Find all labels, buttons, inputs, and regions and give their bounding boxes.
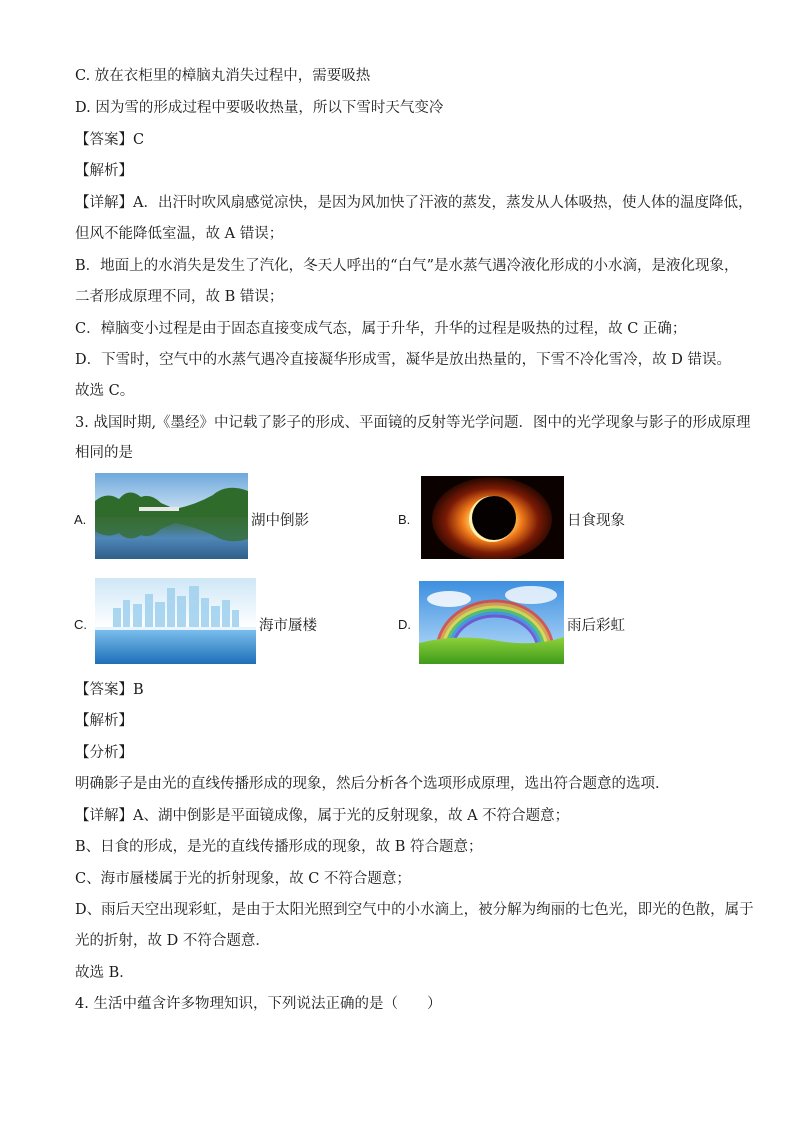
detail-q3-line5: 光的折射，故 D 不符合题意． — [75, 933, 270, 949]
detail-q3-line3: C、海市蜃楼属于光的折射现象，故 C 不符合题意； — [75, 871, 411, 887]
rainbow-image — [419, 581, 564, 664]
analysis-sub-label-q3: 【分析】 — [75, 745, 133, 761]
analysis-label-q3: 【解析】 — [75, 713, 133, 729]
conclusion-q2: 故选 C。 — [75, 383, 135, 399]
option-c-prev: C. 放在衣柜里的樟脑丸消失过程中，需要吸热 — [75, 68, 371, 84]
lake-reflection-image — [95, 473, 248, 559]
detail-q2-line4: 二者形成原理不同，故 B 错误； — [75, 289, 284, 305]
option-b-letter: B. — [398, 512, 411, 527]
detail-q2-line6: D．下雪时，空气中的水蒸气遇冷直接凝华形成雪，凝华是放出热量的，下雪不冷化雪冷，故 D 错误。 — [75, 352, 731, 368]
detail-q2-line1: 【详解】A．出汗时吹风扇感觉凉快，是因为风加快了汗液的蒸发，蒸发从人体吸热，使人体的温度降低， — [75, 195, 753, 211]
detail-q2-line5: C．樟脑变小过程是由于固态直接变成气态，属于升华，升华的过程是吸热的过程，故 C 正确； — [75, 321, 687, 337]
detail-q2-line3: B．地面上的水消失是发生了汽化，冬天人呼出的“白气”是水蒸气遇冷液化形成的小水滴，是液化现象， — [75, 258, 739, 274]
option-b-caption: 日食现象 — [567, 513, 625, 529]
question-3-line2: 相同的是 — [75, 445, 133, 461]
solar-eclipse-image — [421, 476, 564, 559]
answer-label-q2: 【答案】C — [75, 132, 145, 148]
answer-label-q3: 【答案】B — [75, 682, 144, 698]
detail-q2-line2: 但风不能降低室温，故 A 错误； — [75, 226, 284, 242]
option-d-caption: 雨后彩虹 — [567, 618, 625, 634]
option-d-letter: D. — [398, 617, 411, 632]
analysis-label-q2: 【解析】 — [75, 163, 133, 179]
option-c-caption: 海市蜃楼 — [259, 618, 317, 634]
detail-q3-line1: 【详解】A、湖中倒影是平面镜成像，属于光的反射现象，故 A 不符合题意； — [75, 808, 570, 824]
option-a-letter: A. — [74, 512, 87, 527]
analysis-q3-text: 明确影子是由光的直线传播形成的现象，然后分析各个选项形成原理，选出符合题意的选项． — [75, 776, 670, 792]
option-a-caption: 湖中倒影 — [251, 513, 309, 529]
question-4-stem: 4. 生活中蕴含许多物理知识，下列说法正确的是（ ） — [75, 996, 442, 1012]
option-c-letter: C. — [74, 617, 87, 632]
option-d-prev: D. 因为雪的形成过程中要吸收热量，所以下雪时天气变冷 — [75, 100, 444, 116]
conclusion-q3: 故选 B． — [75, 965, 134, 981]
detail-q3-line4: D、雨后天空出现彩虹，是由于太阳光照到空气中的小水滴上，被分解为绚丽的七色光，即光的色散，属于 — [75, 902, 754, 918]
mirage-image — [95, 578, 256, 664]
detail-q3-line2: B、日食的形成，是光的直线传播形成的现象，故 B 符合题意； — [75, 839, 483, 855]
question-3-line1: 3. 战国时期,《墨经》中记载了影子的形成、平面镜的反射等光学问题．图中的光学现象与影子的形成原理 — [75, 415, 751, 431]
